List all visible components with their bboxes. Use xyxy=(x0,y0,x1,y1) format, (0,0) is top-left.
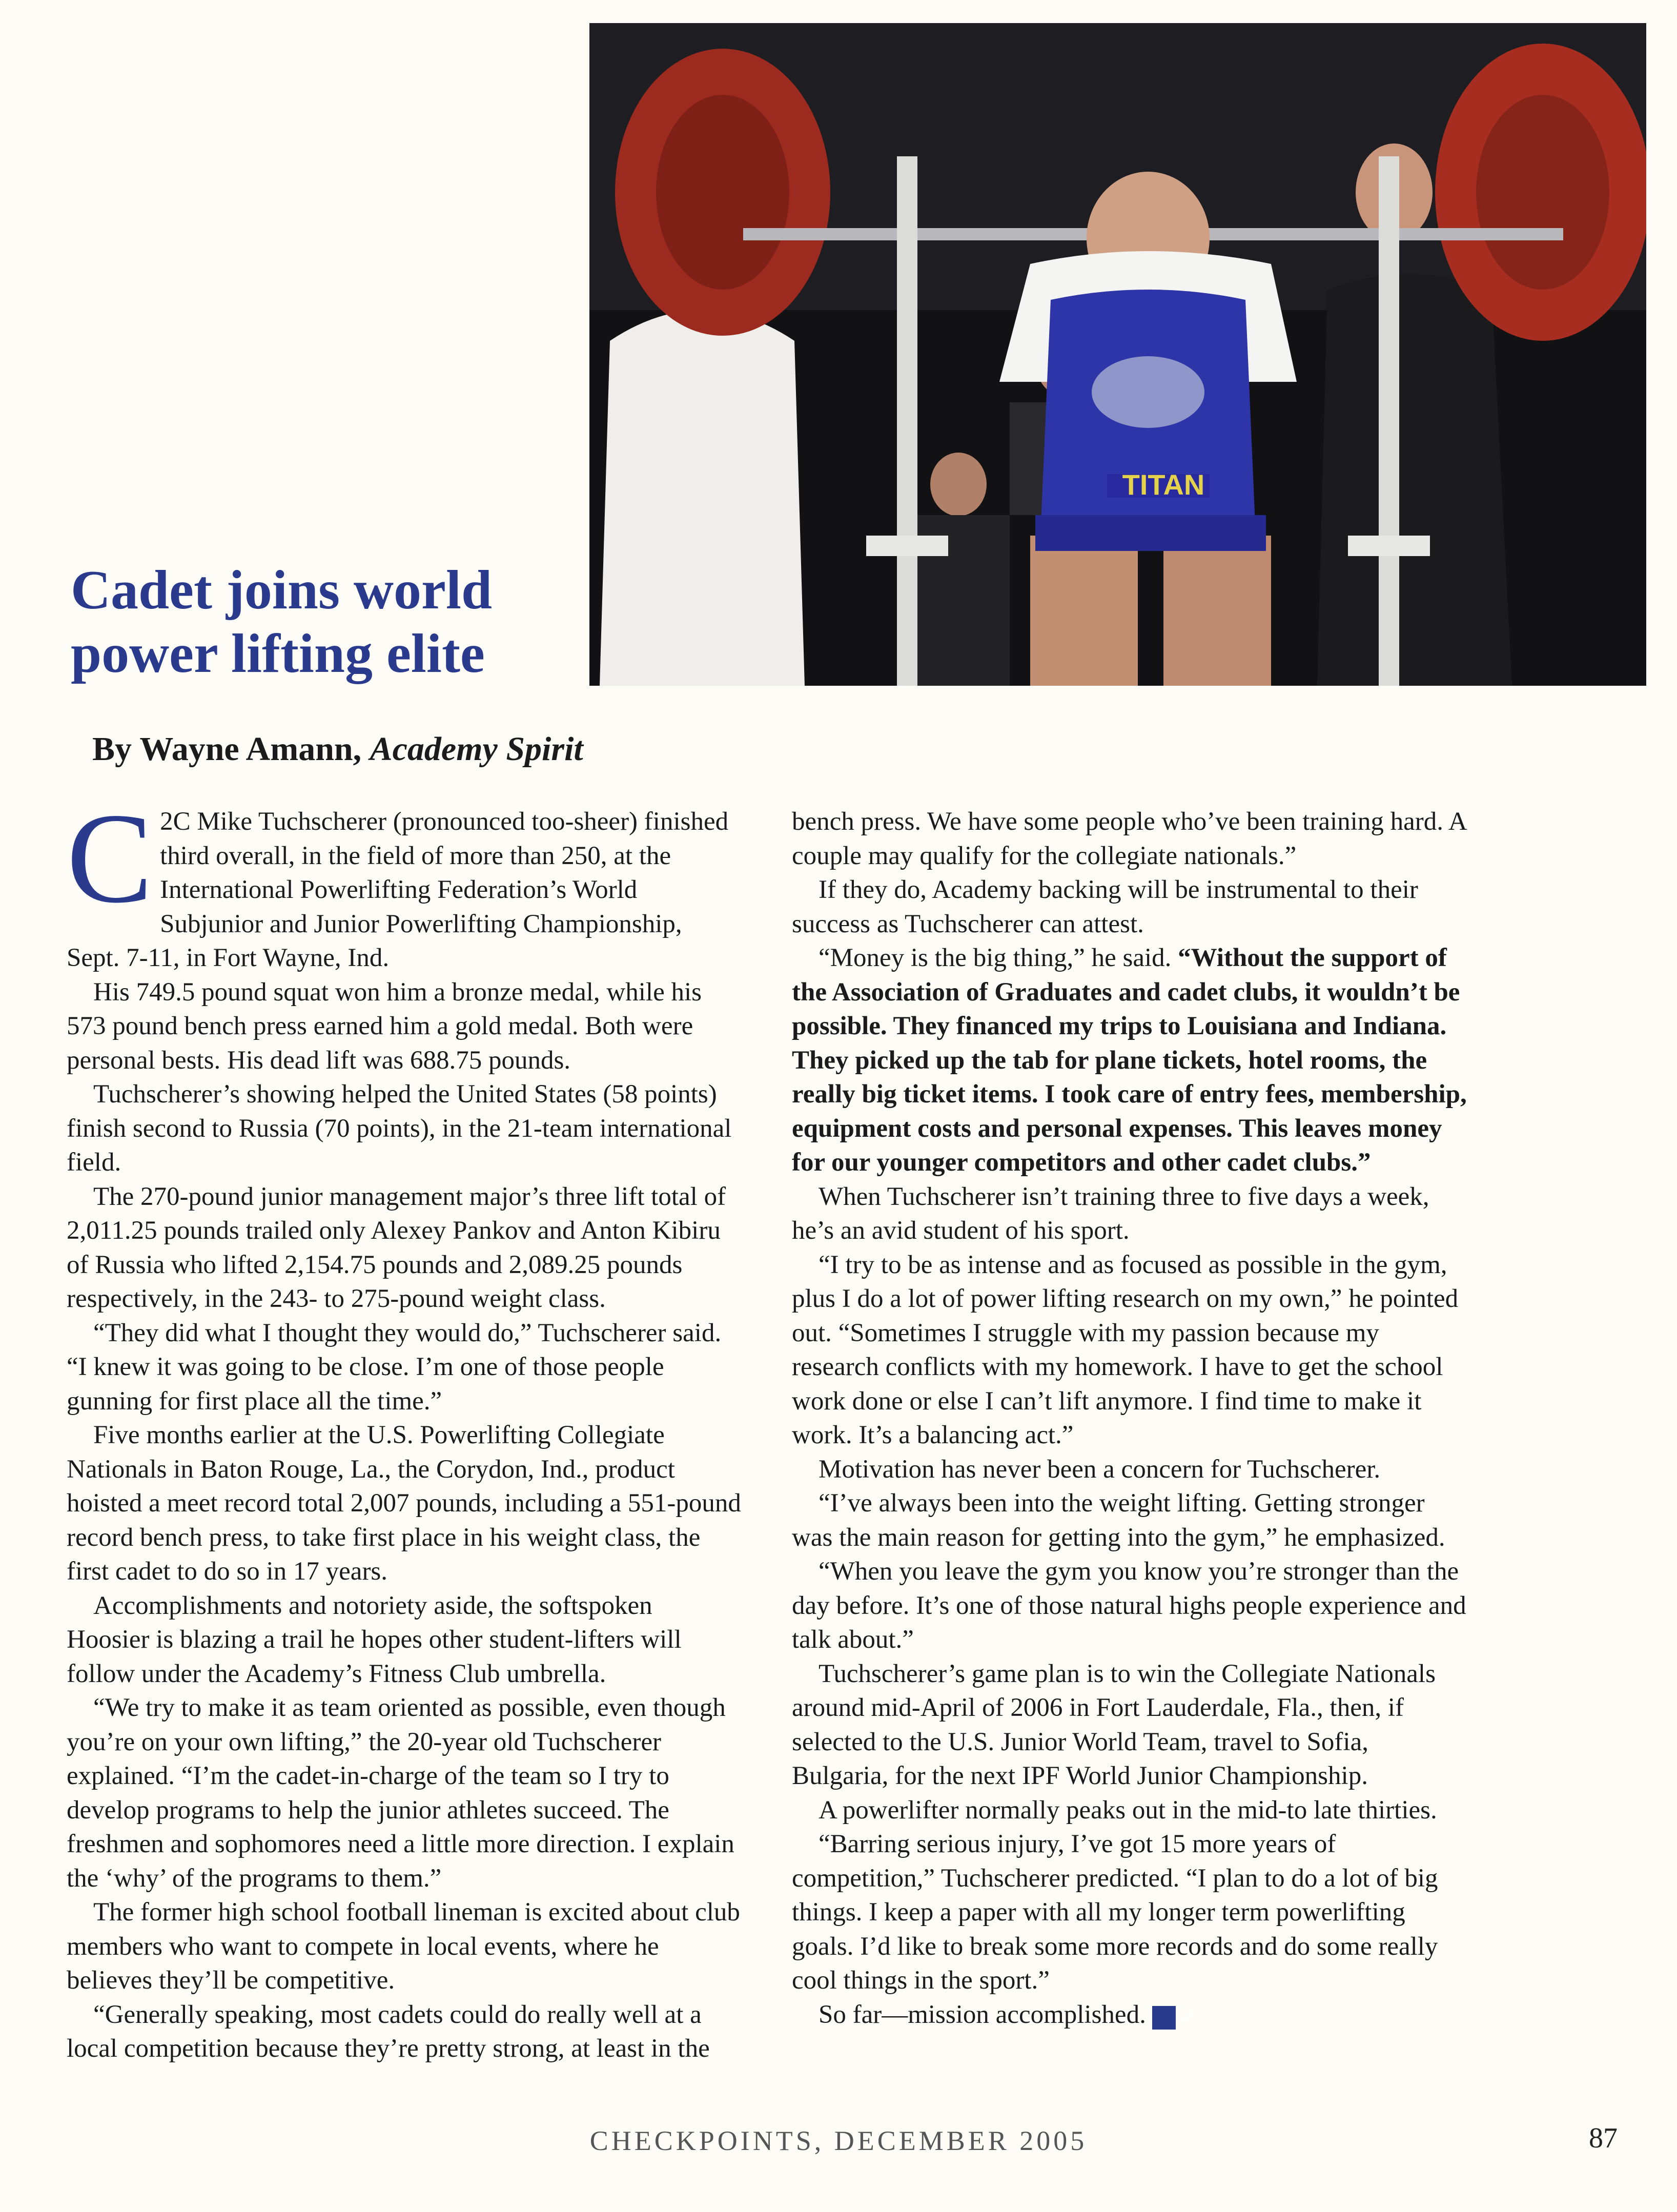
paragraph: “We try to make it as team oriented as possible, even though you’re on your own lifting,” the 20-year old Tuchscherer explained. “I’m the cadet-in-charge of the team so I try to develop programs to help the junior athletes succeed. The freshmen and sophomores need a little more direction. I explain the ‘why’ of the programs to them.” xyxy=(67,1693,734,1893)
paragraph: Motivation has never been a concern for Tuchscherer. xyxy=(819,1455,1381,1484)
paragraph: When Tuchscherer isn’t training three to five days a week, he’s an avid student of his sport. xyxy=(792,1182,1429,1245)
byline-source: Academy Spirit xyxy=(370,730,583,768)
paragraph: “I’ve always been into the weight lifting. Getting stronger was the main reason for getting into the gym,” he emphasized. xyxy=(792,1489,1445,1552)
paragraph: Tuchscherer’s showing helped the United States (58 points) finish second to Russia (70 points), in the 21-team international field. xyxy=(67,1080,732,1177)
paragraph: His 749.5 pound squat won him a bronze medal, while his 573 pound bench press earned him a gold medal. Both were personal bests. His dead lift was 688.75 pounds. xyxy=(67,977,702,1075)
lead-paragraph xyxy=(67,786,741,975)
lead-paragraph-text: 2C Mike Tuchscherer (pronounced too-sheer) finished third overall, in the field of more than 250, at the International Powerlifting Federation’s World Subjunior and Junior Powerlifting Championship, Sept. 7-11, in Fort Wayne, Ind. xyxy=(67,807,729,972)
drop-cap: C xyxy=(67,786,153,930)
quote-lead: “Money is the big thing,” he said. xyxy=(819,944,1178,972)
closing-paragraph xyxy=(792,1998,1468,2032)
paragraph: “Barring serious injury, I’ve got 15 more years of competition,” Tuchscherer predicted. “I plan to do a lot of big things. I keep a paper with all my longer term powerlifting goals. I’d like to break some more records and do some really cool things in the sport.” xyxy=(792,1830,1438,1995)
paragraph: If they do, Academy backing will be instrumental to their success as Tuchscherer can attest. xyxy=(792,875,1418,938)
paragraph: Tuchscherer’s game plan is to win the Collegiate Nationals around mid-April of 2006 in Fort Lauderdale, Fla., then, if selected to the U.S. Junior World Team, travel to Sofia, Bulgaria, for the next IPF World Junior Championship. xyxy=(792,1659,1436,1790)
closing-text: So far—mission accomplished. xyxy=(819,2000,1146,2029)
article-column-right xyxy=(792,805,1468,2032)
paragraph: The former high school football lineman is excited about club members who want to compete in local events, where he believes they’ll be competitive. xyxy=(67,1898,740,1995)
paragraph: The 270-pound junior management major’s three lift total of 2,011.25 pounds trailed only Alexey Pankov and Anton Kibiru of Russia who lifted 2,154.75 pounds and 2,089.25 pounds respectively, in the 243- to 275-pound weight class. xyxy=(67,1182,726,1313)
squat-scene-illustration xyxy=(589,23,1646,686)
paragraph: “I try to be as intense and as focused as possible in the gym, plus I do a lot of power lifting research on my own,” he pointed out. “Sometimes I struggle with my passion because my research conflicts with my homework. I have to get the school work done or else I can’t lift anymore. I find time to make it work. It’s a balancing act.” xyxy=(792,1250,1459,1449)
bold-quote: “Without the support of the Association of Graduates and cadet clubs, it wouldn’t be possible. They financed my trips to Louisiana and Indiana. They picked up the tab for plane tickets, hotel rooms, the really big ticket items. I took care of entry fees, membership, equipment costs and personal expenses. This leaves money for our younger competitors and other cadet clubs.” xyxy=(792,944,1467,1177)
paragraph: “Generally speaking, most cadets could do really well at a local competition because they’re pretty strong, at least in the xyxy=(67,2000,710,2063)
continued-paragraph: bench press. We have some people who’ve been training hard. A couple may qualify for the collegiate nationals.” xyxy=(792,807,1466,870)
byline-author: By Wayne Amann, xyxy=(92,730,370,768)
paragraph: Accomplishments and notoriety aside, the softspoken Hoosier is blazing a trail he hopes other student-lifters will follow under the Academy’s Fitness Club umbrella. xyxy=(67,1591,682,1688)
byline xyxy=(92,730,583,769)
paragraph: A powerlifter normally peaks out in the mid-to late thirties. xyxy=(819,1795,1437,1825)
page-number: 87 xyxy=(1589,2122,1618,2154)
article-column-left xyxy=(67,786,741,2066)
paragraph: “They did what I thought they would do,” Tuchscherer said. “I knew it was going to be close. I’m one of those people gunning for first place all the time.” xyxy=(67,1318,722,1416)
paragraph: Five months earlier at the U.S. Powerlifting Collegiate Nationals in Baton Rouge, La., the Corydon, Ind., product hoisted a meet record total 2,007 pounds, including a 551-pound record bench press, to take first place in his weight class, the first cadet to do so in 17 years. xyxy=(67,1421,741,1586)
powerlifter-photo xyxy=(589,23,1646,686)
running-footer: CHECKPOINTS, DECEMBER 2005 xyxy=(589,2125,1088,2156)
paragraph: “When you leave the gym you know you’re stronger than the day before. It’s one of those natural highs people experience and talk about.” xyxy=(792,1557,1466,1654)
end-mark-checkbox-icon: ✓ xyxy=(1152,2006,1176,2030)
quote-paragraph xyxy=(792,941,1468,1180)
headline: Cadet joins world power lifting elite xyxy=(71,560,493,684)
singlet-logo-text: TITAN xyxy=(1122,468,1205,501)
